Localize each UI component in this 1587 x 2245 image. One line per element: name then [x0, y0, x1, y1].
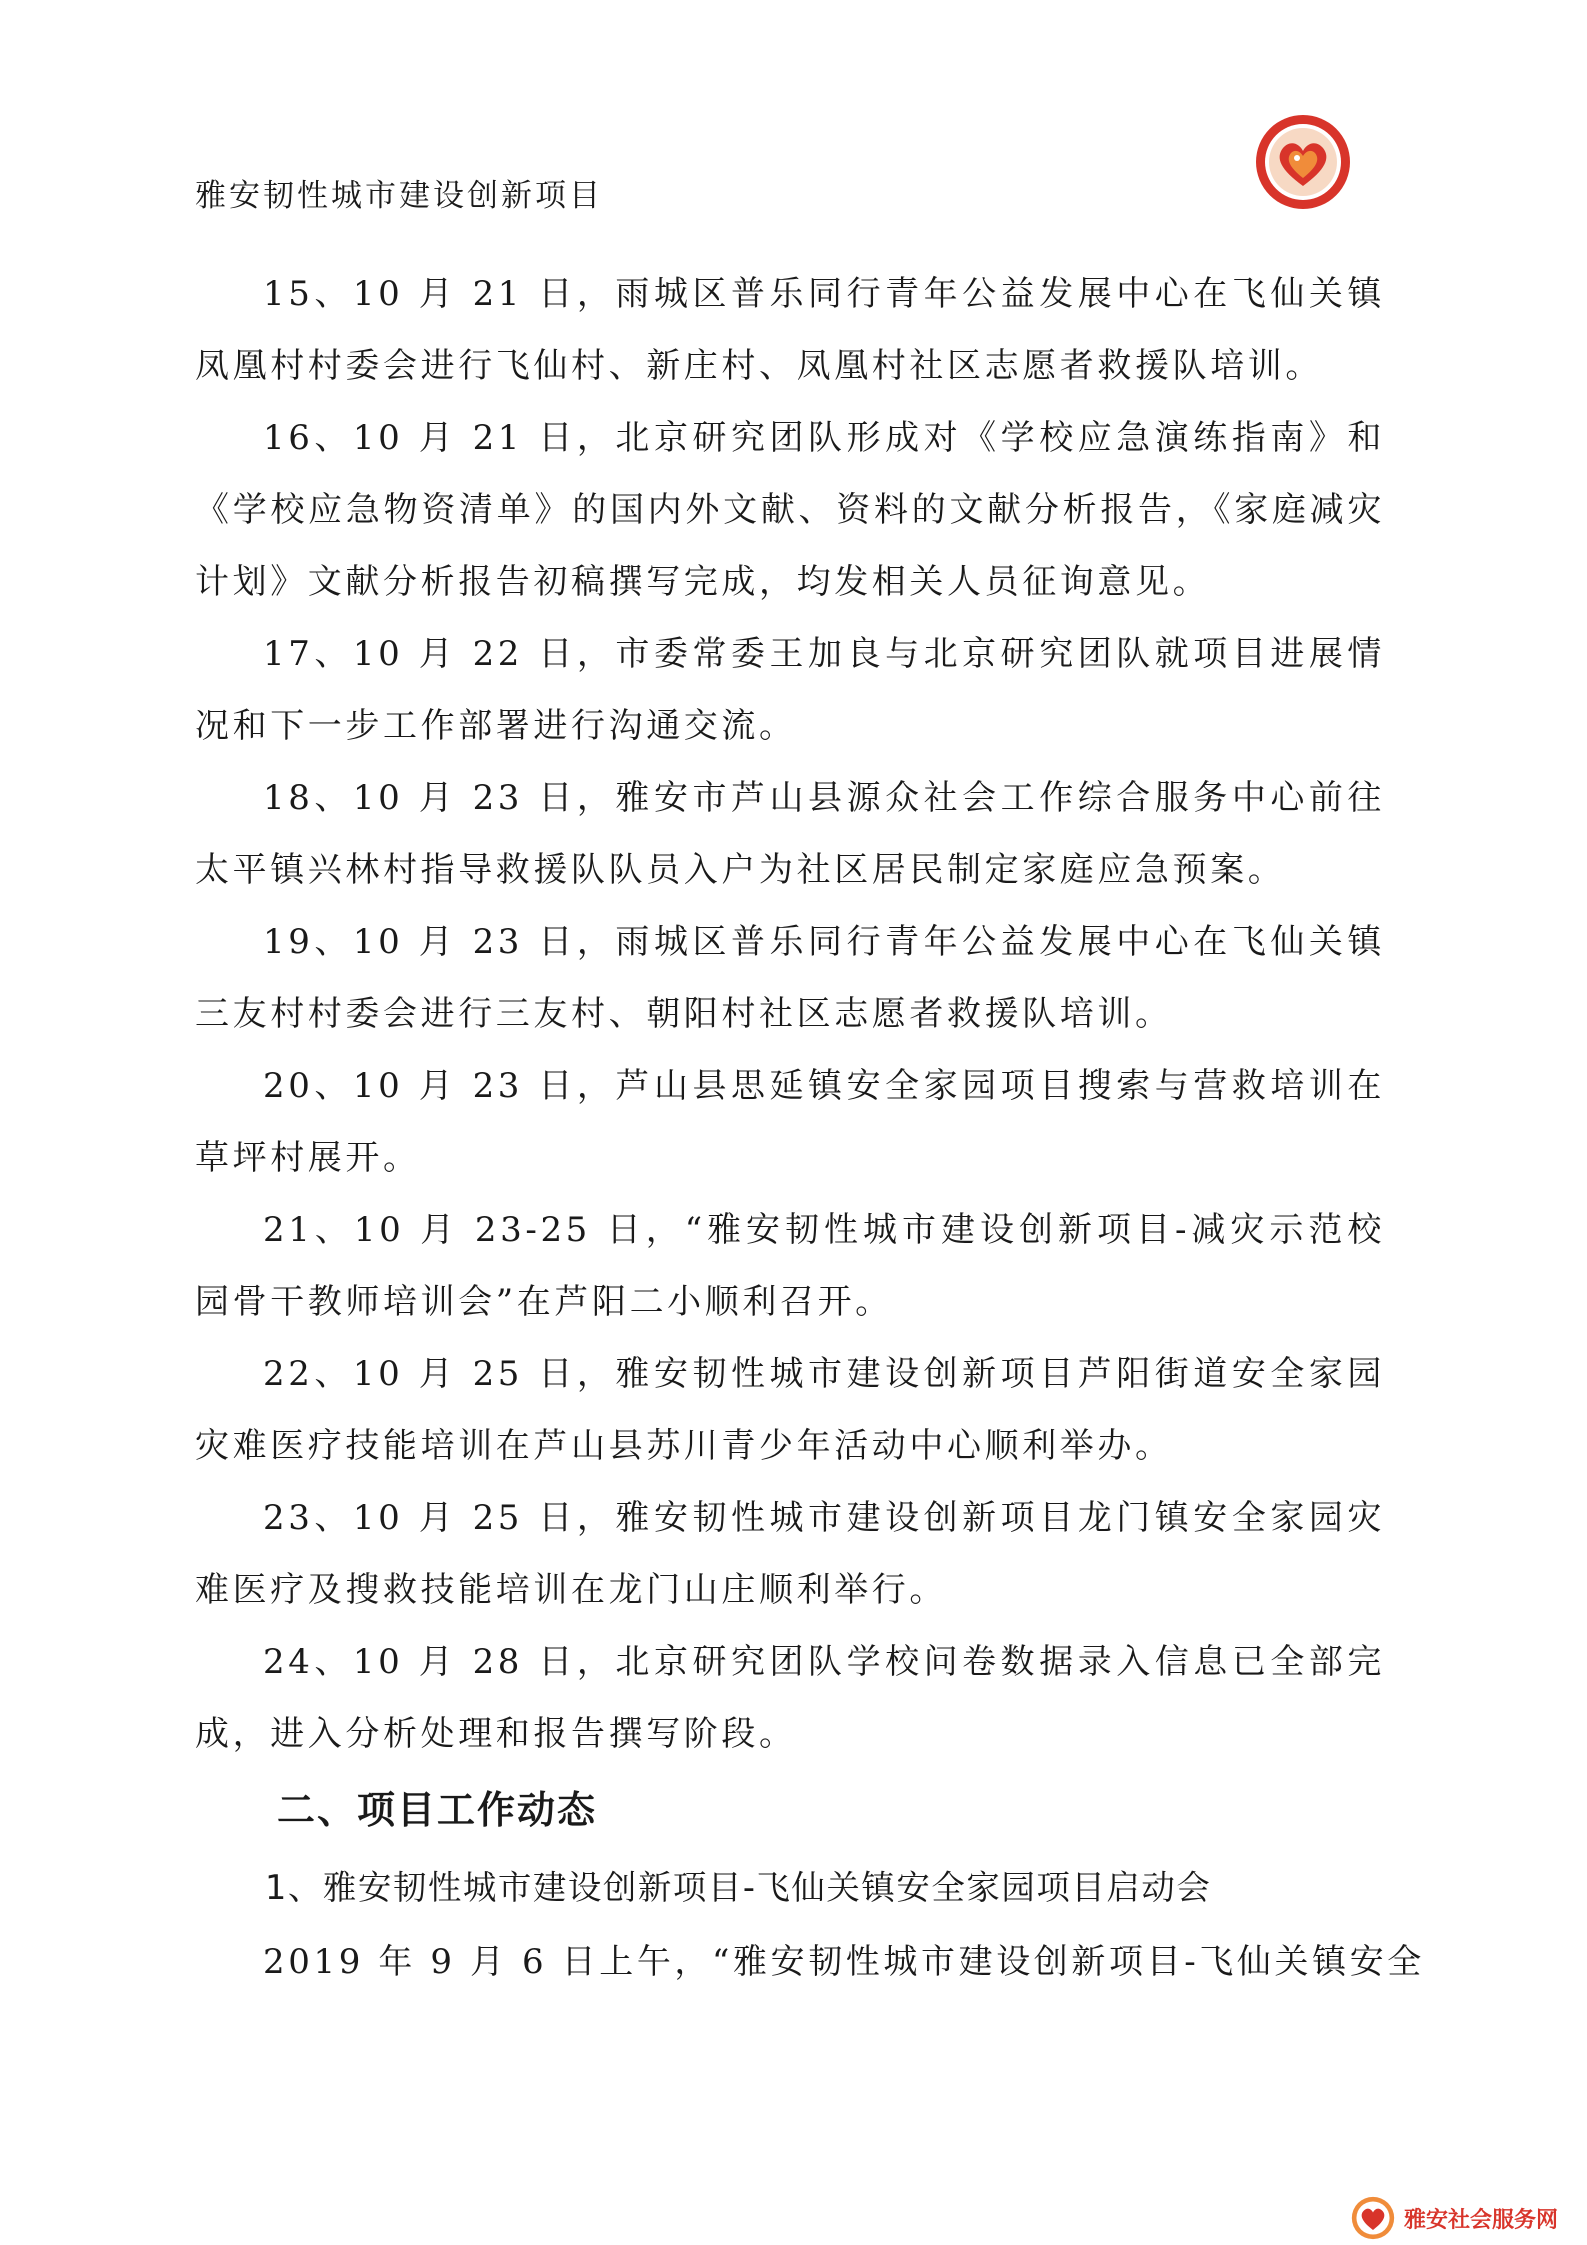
- section-first-line: 2019 年 9 月 6 日上午，“雅安韧性城市建设创新项目-飞仙关镇安全: [263, 1942, 1425, 1982]
- watermark-text: 雅安社会服务网: [1404, 2207, 1559, 2233]
- heart-logo-icon: [1350, 2195, 1396, 2241]
- paragraph-22: 22、10 月 25 日，雅安韧性城市建设创新项目芦阳街道安全家园灾难医疗技能培训在芦山县苏川青少年活动中心顺利举办。: [195, 1354, 1385, 1466]
- section-subheading: 1、雅安韧性城市建设创新项目-飞仙关镇安全家园项目启动会: [265, 1868, 1212, 1907]
- paragraph-17: 17、10 月 22 日，市委常委王加良与北京研究团队就项目进展情况和下一步工作部署进行沟通交流。: [195, 634, 1385, 746]
- paragraph-18: 18、10 月 23 日，雅安市芦山县源众社会工作综合服务中心前往太平镇兴林村指导救援队队员入户为社区居民制定家庭应急预案。: [195, 778, 1385, 890]
- paragraph-16: 16、10 月 21 日，北京研究团队形成对《学校应急演练指南》和《学校应急物资清单》的国内外文献、资料的文献分析报告，《家庭减灾计划》文献分析报告初稿撰写完成，均发相关人员征询意见。: [195, 418, 1385, 602]
- paragraph-19: 19、10 月 23 日，雨城区普乐同行青年公益发展中心在飞仙关镇三友村村委会进行三友村、朝阳村社区志愿者救援队培训。: [195, 922, 1385, 1034]
- paragraph-24: 24、10 月 28 日，北京研究团队学校问卷数据录入信息已全部完成，进入分析处理和报告撰写阶段。: [195, 1642, 1385, 1754]
- paragraph-20: 20、10 月 23 日，芦山县思延镇安全家园项目搜索与营救培训在草坪村展开。: [195, 1066, 1385, 1178]
- document-body: [195, 258, 1425, 1998]
- paragraph-21: 21、10 月 23-25 日，“雅安韧性城市建设创新项目-减灾示范校园骨干教师培训会”在芦阳二小顺利召开。: [195, 1210, 1385, 1322]
- paragraph-15: 15、10 月 21 日，雨城区普乐同行青年公益发展中心在飞仙关镇凤凰村村委会进行飞仙村、新庄村、凤凰村社区志愿者救援队培训。: [195, 274, 1385, 386]
- paragraph-23: 23、10 月 25 日，雅安韧性城市建设创新项目龙门镇安全家园灾难医疗及搜救技能培训在龙门山庄顺利举行。: [195, 1498, 1385, 1610]
- page-header-title: 雅安韧性城市建设创新项目: [195, 178, 603, 214]
- section-heading: 二、项目工作动态: [277, 1788, 598, 1832]
- site-watermark: [1350, 2195, 1558, 2241]
- heart-logo-icon: [1253, 112, 1353, 212]
